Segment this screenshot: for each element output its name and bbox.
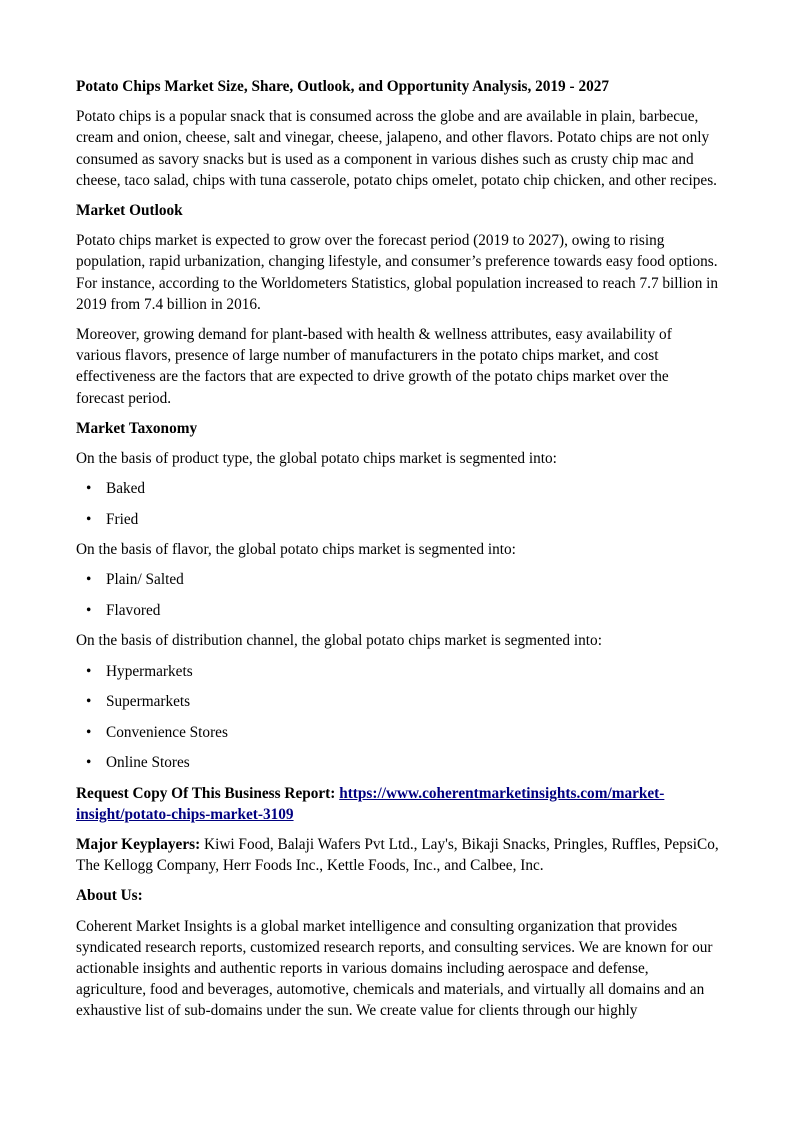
list-item	[76, 691, 720, 712]
product-type-list	[76, 478, 720, 530]
bullet-icon: •	[86, 601, 92, 619]
keyplayers-label: Major Keyplayers:	[76, 836, 201, 854]
bullet-icon: •	[86, 480, 92, 498]
list-item	[76, 752, 720, 773]
market-outlook-paragraph-1: Potato chips market is expected to grow over the forecast period (2019 to 2027), owing to rising population, rapid urbanization, changing lifestyle, and consumer’s preference towards easy food options. For instance, according to the Worldometers Statistics, global population increased to reach 7.7 billion in 2019 from 7.4 billion in 2016.	[76, 232, 719, 313]
list-item-label: Plain/ Salted	[106, 571, 184, 589]
list-item	[76, 600, 720, 621]
list-item	[76, 509, 720, 530]
request-copy-paragraph	[76, 783, 720, 825]
about-us-paragraph: Coherent Market Insights is a global market intelligence and consulting organization that provides syndicated research reports, customized research reports, and consulting services. We are known for our actionable insights and authentic reports in various domains including aerospace and defense, agriculture, food and beverages, automotive, chemicals and materials, and virtually all domains and an exhaustive list of sub-domains under the sun. We create value for clients through our highly	[76, 917, 713, 1020]
list-item-label: Hypermarkets	[106, 662, 193, 680]
list-item-label: Flavored	[106, 601, 161, 619]
intro-paragraph: Potato chips is a popular snack that is consumed across the globe and are available in plain, barbecue, cream and onion, cheese, salt and vinegar, cheese, jalapeno, and other flavors. Potato chips are not only consumed as savory snacks but is used as a component in various dishes such as crusty chip mac and cheese, taco salad, chips with tuna casserole, potato chips omelet, potato chip chicken, and other recipes.	[76, 108, 717, 189]
flavor-list	[76, 569, 720, 621]
bullet-icon: •	[86, 662, 92, 680]
distribution-channel-intro: On the basis of distribution channel, the global potato chips market is segmented into:	[76, 632, 602, 650]
bullet-icon: •	[86, 571, 92, 589]
market-outlook-heading: Market Outlook	[76, 202, 183, 220]
list-item-label: Supermarkets	[106, 693, 191, 711]
product-type-intro: On the basis of product type, the global potato chips market is segmented into:	[76, 450, 557, 468]
flavor-intro: On the basis of flavor, the global potato chips market is segmented into:	[76, 541, 516, 559]
list-item	[76, 722, 720, 743]
about-us-heading: About Us:	[76, 887, 143, 905]
keyplayers-paragraph	[76, 834, 720, 876]
market-outlook-paragraph-2: Moreover, growing demand for plant-based with health & wellness attributes, easy availability of various flavors, presence of large number of manufacturers in the potato chips market, and cost effectiveness are the factors that are expected to drive growth of the potato chips market over the forecast period.	[76, 326, 672, 407]
request-copy-label: Request Copy Of This Business Report:	[76, 784, 336, 802]
bullet-icon: •	[86, 723, 92, 741]
list-item	[76, 661, 720, 682]
page-title: Potato Chips Market Size, Share, Outlook, and Opportunity Analysis, 2019 - 2027	[76, 78, 610, 95]
bullet-icon: •	[86, 754, 92, 772]
bullet-icon: •	[86, 693, 92, 711]
document-page	[76, 76, 720, 1031]
list-item-label: Convenience Stores	[106, 723, 228, 741]
list-item-label: Fried	[106, 510, 139, 528]
list-item	[76, 478, 720, 499]
keyplayers-text: Kiwi Food, Balaji Wafers Pvt Ltd., Lay's, Bikaji Snacks, Pringles, Ruffles, PepsiCo, The Kellogg Company, Herr Foods Inc., Kettle Foods, Inc., and Calbee, Inc.	[76, 836, 719, 875]
list-item	[76, 569, 720, 590]
distribution-channel-list	[76, 661, 720, 774]
bullet-icon: •	[86, 510, 92, 528]
report-link[interactable]: https://www.coherentmarketinsights.com/market-insight/potato-chips-market-3109	[76, 784, 665, 823]
list-item-label: Online Stores	[106, 754, 190, 772]
list-item-label: Baked	[106, 480, 146, 498]
market-taxonomy-heading: Market Taxonomy	[76, 419, 198, 437]
